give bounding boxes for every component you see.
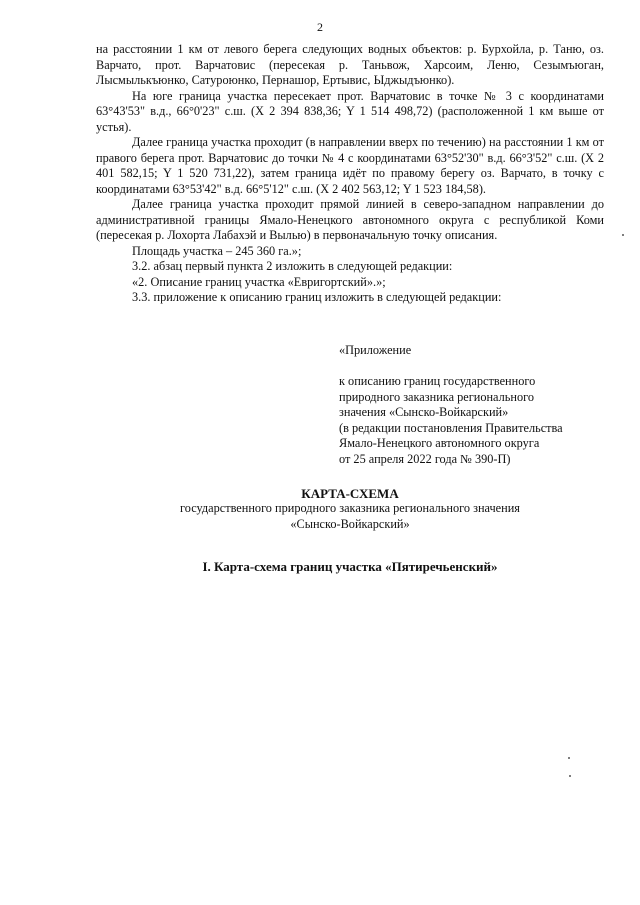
scan-speck [622, 234, 624, 236]
appendix-line: значения «Сынско-Войкарский» [339, 405, 509, 419]
body-text [96, 42, 604, 306]
appendix-line: Ямало-Ненецкого автономного округа [339, 436, 540, 450]
paragraph-south-boundary: На юге граница участка пересекает прот. Варчатовис в точке № 3 с координатами 63°43'53" в.д., 66°0'23" с.ш. (X 2 394 838,36; Y 1 514 498,72) (расположенной 1 км выше от устья). [96, 88, 604, 134]
paragraph-boundary-northwest: Далее граница участка проходит прямой линией в северо-западном направлении до административной границы Ямало-Ненецкого автономного округа с республикой Коми (пересекая р. Лохорта Лабахэй и Вылью) в первоначальную точку описания. [96, 197, 604, 242]
appendix-line: от 25 апреля 2022 года № 390-П) [339, 451, 511, 466]
paragraph-amendment-3-2: 3.2. абзац первый пункта 2 изложить в следующей редакции: [132, 259, 453, 273]
map-subtitle-line: государственного природного заказника регионального значения [180, 501, 520, 515]
scan-speck [568, 757, 570, 759]
section-title: I. Карта-схема границ участка «Пятиречьенский» [202, 559, 498, 574]
page-number: 2 [317, 20, 323, 34]
paragraph-boundary-upstream: Далее граница участка проходит (в направлении вверх по течению) на расстоянии 1 км от правого берега прот. Варчатовис до точки № 4 с координатами 63°52'30" в.д. 66°3'52" с.ш. (X 2 401 582,15; Y 1 520 731,22), затем граница идёт по правому берегу оз. Варчато, в точку с координатами 63°53'42" в.д. 66°5'12" с.ш. (X 2 402 563,12; Y 1 523 184,58). [96, 135, 604, 196]
paragraph-evrigort-description: «2. Описание границ участка «Евригортский».»; [132, 274, 386, 289]
appendix-line: к описанию границ государственного [339, 374, 536, 388]
map-scheme-title: КАРТА-СХЕМА [301, 486, 399, 501]
scan-speck [569, 775, 571, 777]
paragraph-amendment-3-3: 3.3. приложение к описанию границ изложить в следующей редакции: [132, 290, 502, 304]
map-scheme-subtitle [96, 501, 604, 532]
paragraph-boundary-left-bank: на расстоянии 1 км от левого берега следующих водных объектов: р. Бурхойла, р. Таню, оз. Варчато, прот. Варчатовис (пересекая р. Таньвож, Харсоим, Леню, Сезымъюган, Лысмылькъюнко, Сатуроюнко, Пернашор, Ертывис, Ыджыдъюнко). [96, 42, 604, 87]
appendix-line: природного заказника регионального [339, 389, 534, 404]
paragraph-area: Площадь участка – 245 360 га.»; [132, 243, 302, 258]
map-subtitle-line: «Сынско-Войкарский» [290, 516, 410, 531]
appendix-line: (в редакции постановления Правительства [339, 420, 563, 435]
appendix-block [339, 374, 619, 467]
appendix-heading: «Приложение [339, 343, 412, 357]
